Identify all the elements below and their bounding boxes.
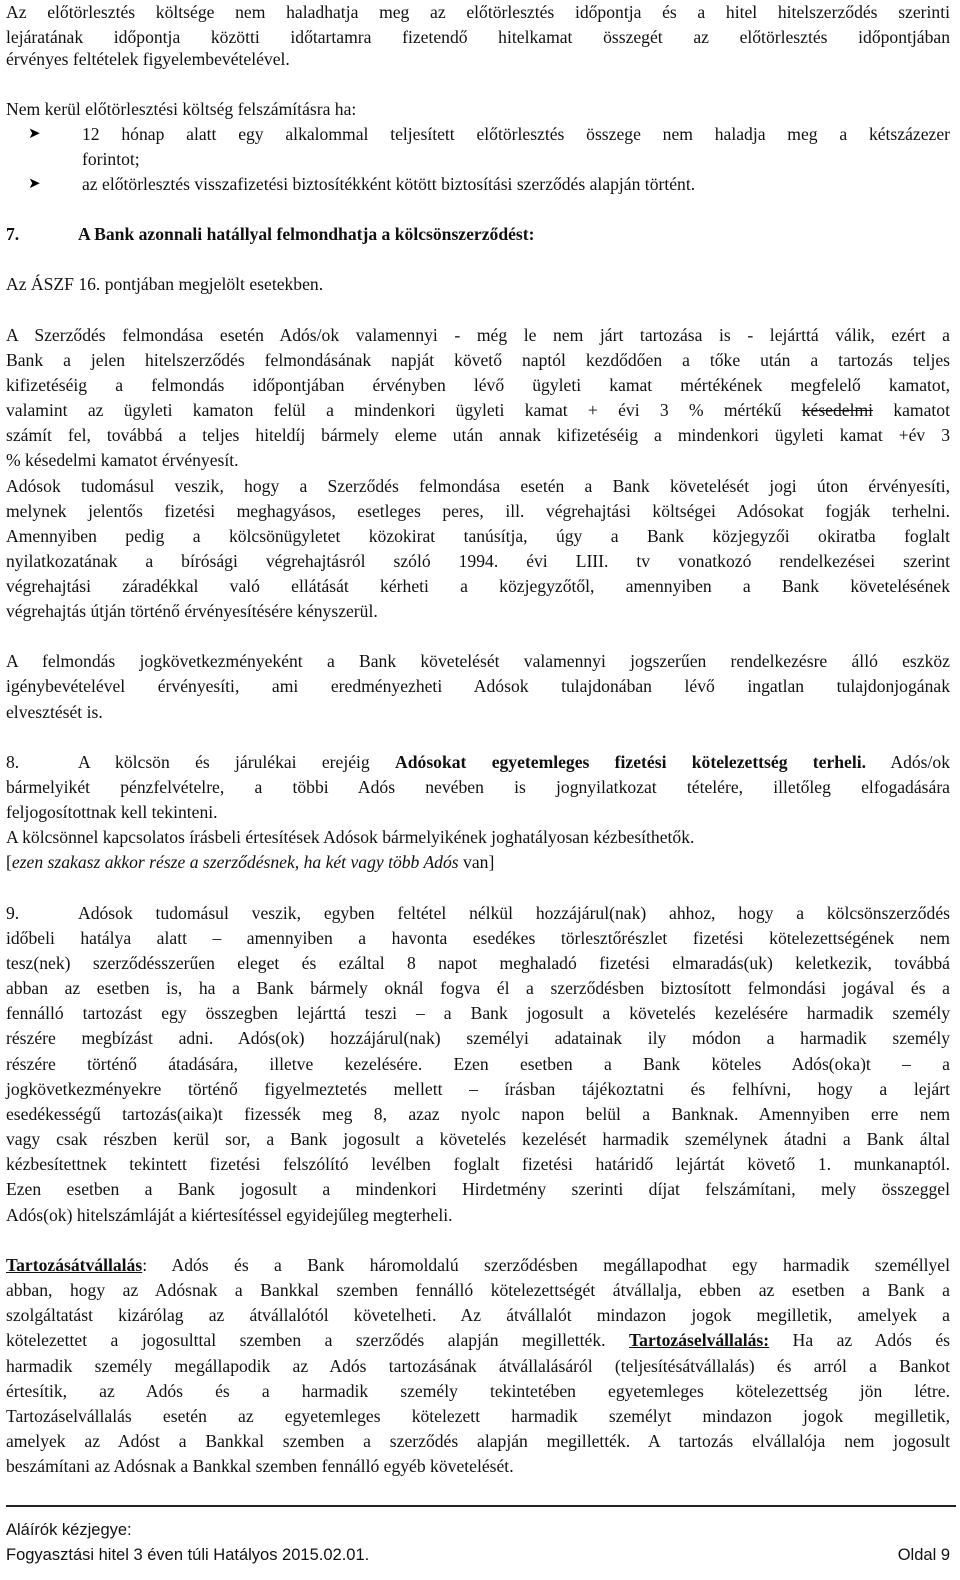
section-number: 8. [6, 752, 20, 772]
paragraph-line: Tartozásátvállalás: Adós és a Bank háromoldalú szerződésben megállapodhat egy harmadik személlyel [6, 1255, 950, 1275]
paragraph-line: számít fel, továbbá a teljes hiteldíj bármely eleme után annak kifizetéséig a mindenkori ügyleti kamat +év 3 [6, 425, 950, 445]
paragraph-line: végrehajtási záradékkal való ellátását kérheti a közjegyzőtől, amennyiben a Bank követelésének [6, 576, 950, 596]
paragraph-line: Amennyiben pedig a kölcsönügyletet közokirat tanúsítja, úgy a Bank közjegyzői okiratba foglalt [6, 526, 950, 546]
exemption-heading: Nem kerül előtörlesztési költség felszámításra ha: [6, 99, 357, 119]
paragraph-line: melynek jelentős fizetési meghagyásos, esetleges peres, ill. végrehajtási költségei Adósokat fogják terhelni. [6, 501, 950, 521]
footer-divider [6, 1505, 956, 1507]
section-heading [6, 222, 950, 247]
paragraph-line: igénybevételével érvényesíti, ami eredményezheti Adósok tulajdonában lévő ingatlan tulajdonjogának [6, 676, 950, 696]
paragraph-line: amelyek az Adóst a Bankkal szemben a szerződés alapján megillették. A tartozás elvállalója nem jogosult [6, 1431, 950, 1451]
paragraph-line: lejáratának időpontja közötti időtartamra fizetendő hitelkamat összegét az előtörlesztés időpontjában [6, 27, 950, 47]
section-title: A Bank azonnali hatállyal felmondhatja a kölcsönszerződést: [78, 224, 535, 244]
paragraph-line: részére történő átadására, illetve kezelésére. Ezen esetben a Bank köteles Adós(oka)t – a [6, 1054, 950, 1074]
paragraph-line: harmadik személy megállapodik az Adós tartozásának átvállalásáról (teljesítésátvállalás) és arról a Bankot [6, 1356, 950, 1376]
struck-text: késedelmi [801, 400, 874, 420]
section-number: 9. [6, 903, 20, 923]
paragraph-line: Az ÁSZF 16. pontjában megjelölt esetekben. [6, 274, 324, 294]
paragraph-line: értesítik, az Adós és a harmadik személy tekintetében egyetemleges kötelezettség jön létre. [6, 1381, 950, 1401]
paragraph-line: A Szerződés felmondása esetén Adós/ok valamennyi - még le nem járt tartozása is - lejárttá válik, ezért a [6, 325, 950, 345]
paragraph-line: Tartozáselvállalás esetén az egyetemleges kötelezett harmadik személyt mindazon jogok megilletik, [6, 1406, 950, 1426]
paragraph-line: kézbesítettnek tekintett fizetési felszólító levélben foglalt fizetési határidő lejártát követő 1. munkanaptól. [6, 1154, 950, 1174]
signers-label: Aláírók kézjegye: [6, 1521, 132, 1539]
page-number: Oldal 9 [897, 1546, 950, 1564]
list-item-text: az előtörlesztés visszafizetési biztosítékként kötött biztosítási szerződés alapján történt. [82, 174, 696, 194]
paragraph-line: érvényes feltételek figyelembevételével. [6, 49, 290, 69]
paragraph-line: % késedelmi kamatot érvényesít. [6, 450, 239, 470]
list-item-text: 12 hónap alatt egy alkalommal teljesített előtörlesztés összege nem haladja meg a kétszázezer [82, 124, 950, 144]
paragraph-line: nyilatkozatának a bírósági végrehajtásról szóló 1994. évi LIII. tv vonatkozó rendelkezései szerint [6, 551, 950, 571]
paragraph-line: fennálló tartozást egy összegben lejárttá teszi – a Bank jogosult a követelés kezelésére harmadik személy [6, 1003, 950, 1023]
paragraph-line: Adósok tudomásul veszik, hogy a Szerződés felmondása esetén a Bank követelését jogi úton érvényesíti, [6, 476, 950, 496]
paragraph-line: kifizetéséig a felmondás időpontjában érvényben lévő ügyleti kamat mértékének megfelelő kamatot, [6, 375, 950, 395]
paragraph-line: feljogosítottnak kell tekinteni. [6, 802, 218, 822]
paragraph-line: Adós(ok) hitelszámláját a kiértesítéssel egyidejűleg megterheli. [6, 1205, 453, 1225]
arrowhead-bullet-icon: ➤ [28, 126, 41, 142]
paragraph-line: esedékességű tartozás(aika)t fizessék meg 8, azaz nyolc napon belül a Banknak. Amennyiben erre nem [6, 1104, 950, 1124]
paragraph-line: valamint az ügyleti kamaton felül a mindenkori ügyleti kamat + évi 3 % mértékű késedelmi kamatot [6, 400, 950, 420]
term-tartozasatvallalas: Tartozásátvállalás [6, 1255, 143, 1275]
paragraph-line: végrehajtás útján történő érvényesítésére kényszerül. [6, 601, 378, 621]
paragraph-line: részére megbízást adni. Adós(ok) hozzájárul(nak) személyi adatainak ily módon a harmadik személy [6, 1028, 950, 1048]
paragraph-line: A felmondás jogkövetkezményeként a Bank követelését valamennyi jogszerűen rendelkezésre álló eszköz [6, 651, 950, 671]
paragraph-line: beszámítani az Adósnak a Bankkal szemben fennálló egyéb követelését. [6, 1456, 514, 1476]
emphasis-text: Adósokat egyetemleges fizetési kötelezettség terheli. [395, 752, 867, 772]
paragraph-line: elvesztését is. [6, 702, 103, 722]
paragraph-line: időbeli hatálya alatt – amennyiben a havonta esedékes törlesztőrészlet fizetési kötelezettségének nem [6, 928, 950, 948]
paragraph-line: jogkövetkezményekre történő figyelmeztetés mellett – írásban tájékoztatni és felhívni, hogy a lejárt [6, 1079, 950, 1099]
list-item-text: forintot; [82, 149, 140, 169]
footer-doc-info: Fogyasztási hitel 3 éven túli Hatályos 2015.02.01. [6, 1546, 370, 1564]
note-line: [ezen szakasz akkor része a szerződésnek, ha két vagy több Adós van] [6, 852, 495, 872]
section-9-line: 9. Adósok tudomásul veszik, egyben feltétel nélkül hozzájárul(nak) ahhoz, hogy a kölcsönszerződés [6, 901, 950, 926]
paragraph-line: vagy csak részben kerül sor, a Bank jogosult a követelés kezelését harmadik személynek átadni a Bank által [6, 1129, 950, 1149]
paragraph-line: abban, hogy az Adósnak a Bankkal szemben fennálló kötelezettségét átvállalja, ebben az esetben a Bank a [6, 1280, 950, 1300]
paragraph-line: Az előtörlesztés költsége nem haladhatja meg az előtörlesztés időpontja és a hitel hitelszerződés szerinti [6, 2, 950, 22]
arrowhead-bullet-icon: ➤ [28, 176, 41, 192]
section-number: 7. [6, 224, 20, 244]
paragraph-line: kötelezettet a jogosulttal szemben a szerződés alapján megillették. Tartozáselvállalás: Ha az Adós és [6, 1330, 950, 1350]
paragraph-line: tesz(nek) szerződésszerűen eleget és ezáltal 8 napot meghaladó fizetési elmaradás(uk) keletkezik, továbbá [6, 953, 950, 973]
section-8-line: 8. A kölcsön és járulékai erejéig Adósokat egyetemleges fizetési kötelezettség terheli. Adós/ok [6, 750, 950, 775]
paragraph-line: bármelyikét pénzfelvételre, a többi Adós nevében is jognyilatkozat tételére, illetőleg elfogadására [6, 777, 950, 797]
term-tartozaselvallalas: Tartozáselvállalás: [629, 1330, 770, 1350]
paragraph-line: abban az esetben is, ha a Bank bármely oknál fogva él a szerződésben biztosított felmondási jogával és a [6, 978, 950, 998]
paragraph-line: Bank a jelen hitelszerződés felmondásának napját követő naptól kezdődően a tőke után a tartozás teljes [6, 350, 950, 370]
paragraph-line: Ezen esetben a Bank jogosult a mindenkori Hirdetmény szerinti díjat felszámítani, mely összeggel [6, 1179, 950, 1199]
paragraph-line: A kölcsönnel kapcsolatos írásbeli értesítések Adósok bármelyikének joghatályosan kézbesíthetők. [6, 827, 695, 847]
paragraph-line: szolgáltatást kizárólag az átvállalótól követelheti. Az átvállalót mindazon jogok megilletik, amelyek a [6, 1305, 950, 1325]
